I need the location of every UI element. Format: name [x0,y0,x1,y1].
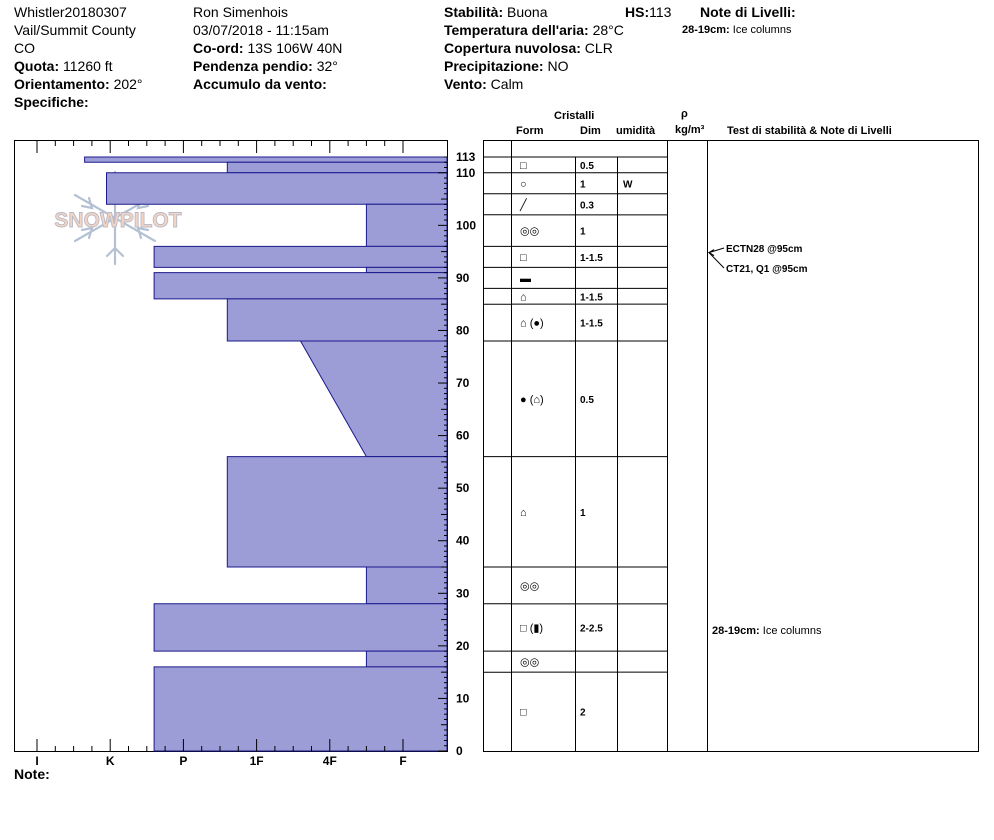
test-leader [709,253,724,268]
grain-size: 1 [580,226,586,238]
depth-tick-label: 40 [456,533,470,548]
hardness-layer [154,273,447,299]
hardness-tick-label: I [35,754,39,768]
specifics-label: Specifiche: [14,94,89,110]
hardness-layer [227,299,447,341]
grain-form-symbol: ⌂ (●) [520,317,544,330]
slope-value: 32° [316,58,338,74]
location: Vail/Summit County [14,22,136,38]
size-heading: Dim [580,125,601,137]
depth-tick-label: 50 [456,481,470,496]
grain-form-symbol: ○ [520,178,527,191]
grain-size: 2-2.5 [580,623,603,635]
notes-label: Note: [14,766,50,782]
depth-tick-label: 20 [456,638,470,653]
grain-size: 1 [580,507,586,519]
grain-form-symbol: ◎◎ [520,656,540,669]
stability-value: Buona [507,4,548,20]
grain-size: 1-1.5 [580,292,603,304]
grain-size: 0.3 [580,200,594,212]
depth-tick-label: 80 [456,323,470,338]
grain-size: 1-1.5 [580,252,603,264]
depth-tick-label: 110 [456,165,476,180]
stability-tests [709,244,808,275]
crystal-table-columns [512,140,708,751]
hardness-layer [85,157,447,162]
hs-label: HS: [625,4,650,20]
grain-form-symbol: □ [520,251,527,264]
air-temp-value: 28°C [592,22,624,38]
hardness-layer [366,567,447,604]
grain-form-symbol: ⌂ [520,506,527,519]
density-unit: kg/m³ [675,124,705,136]
precip-value: NO [547,58,569,74]
snowpilot-logo-text: SNOWPILOT [54,209,182,232]
layer-notes-label: Note di Livelli: [700,4,796,20]
grain-form-symbol: ▬ [520,272,531,285]
test-label: ECTN28 @95cm [726,244,803,255]
hardness-profile [85,157,447,751]
hardness-layer [366,204,447,246]
aspect-label: Orientamento: [14,76,110,92]
grain-form-symbol: □ (▮) [520,622,544,635]
depth-tick-label: 10 [456,691,470,706]
wind-value: Calm [490,76,524,92]
slope-label: Pendenza pendio: [193,58,313,74]
hardness-tick-label: 1F [249,754,264,768]
aspect-value: 202° [113,76,143,92]
grain-size: 0.5 [580,394,594,406]
grain-form-symbol: ● (⌂) [520,393,544,406]
moisture-heading: umidità [616,125,656,137]
depth-tick-label: 60 [456,428,470,443]
density-symbol: ρ [681,108,688,120]
hardness-layer [227,162,447,173]
crystal-table-frame [484,141,979,752]
precip-label: Precipitazione: [444,58,544,74]
hardness-tick-label: P [179,754,188,768]
air-temp-label: Temperatura dell'aria: [444,22,589,38]
layer-note [712,625,821,637]
layer-note-range: 28-19cm: [712,625,760,637]
site-name: Whistler20180307 [14,4,127,20]
test-leader [709,248,724,253]
hardness-layer [366,267,447,272]
test-label: CT21, Q1 @95cm [726,264,808,275]
grain-size: 1-1.5 [580,318,603,330]
wind-loading-label: Accumulo da vento: [193,76,327,92]
coord-value: 13S 106W 40N [247,40,343,56]
depth-tick-label: 0 [456,744,463,758]
datetime: 03/07/2018 - 11:15am [193,22,329,38]
header-layer-note-text: Ice columns [732,24,792,36]
depth-tick-label: 30 [456,586,470,601]
grain-form-symbol: □ [520,706,527,719]
moisture: W [623,179,633,191]
stability-label: Stabilità: [444,4,504,20]
hardness-layer [107,173,448,205]
hardness-layer [154,667,447,751]
layer-note-text: Ice columns [762,625,822,637]
depth-tick-label: 90 [456,270,470,285]
hardness-tick-label: K [105,754,115,768]
grain-size: 2 [580,707,586,719]
elevation-label: Quota: [14,58,60,74]
tests-heading: Test di stabilità & Note di Livelli [727,125,892,137]
observer: Ron Simenhois [193,4,288,20]
sky-label: Copertura nuvolosa: [444,40,581,56]
hardness-tick-label: F [399,754,407,768]
hardness-layer [301,341,448,457]
grain-form-symbol: ╱ [520,199,527,212]
grain-size: 1 [580,179,586,191]
form-heading: Form [516,125,544,137]
hardness-layer [154,246,447,267]
depth-top-label: 113 [456,150,476,164]
depth-tick-label: 100 [456,218,477,233]
crystals-heading: Cristalli [554,110,595,122]
depth-tick-label: 70 [456,376,470,391]
sky-value: CLR [584,40,613,56]
hardness-layer [154,604,447,651]
grain-form-symbol: □ [520,159,527,172]
hs-value: 113 [649,4,672,20]
coord-label: Co-ord: [193,40,244,56]
grain-form-symbol: ◎◎ [520,580,540,593]
hardness-tick-label: 4F [322,754,337,768]
grain-size: 0.5 [580,160,594,172]
wind-label: Vento: [444,76,487,92]
grain-form-symbol: ⌂ [520,291,527,304]
hardness-layer [366,651,447,667]
state: CO [14,40,35,56]
grain-form-symbol: ◎◎ [520,225,540,238]
header-layer-note-range: 28-19cm: [682,24,730,36]
hardness-layer [227,457,447,567]
elevation-value: 11260 ft [63,58,113,74]
